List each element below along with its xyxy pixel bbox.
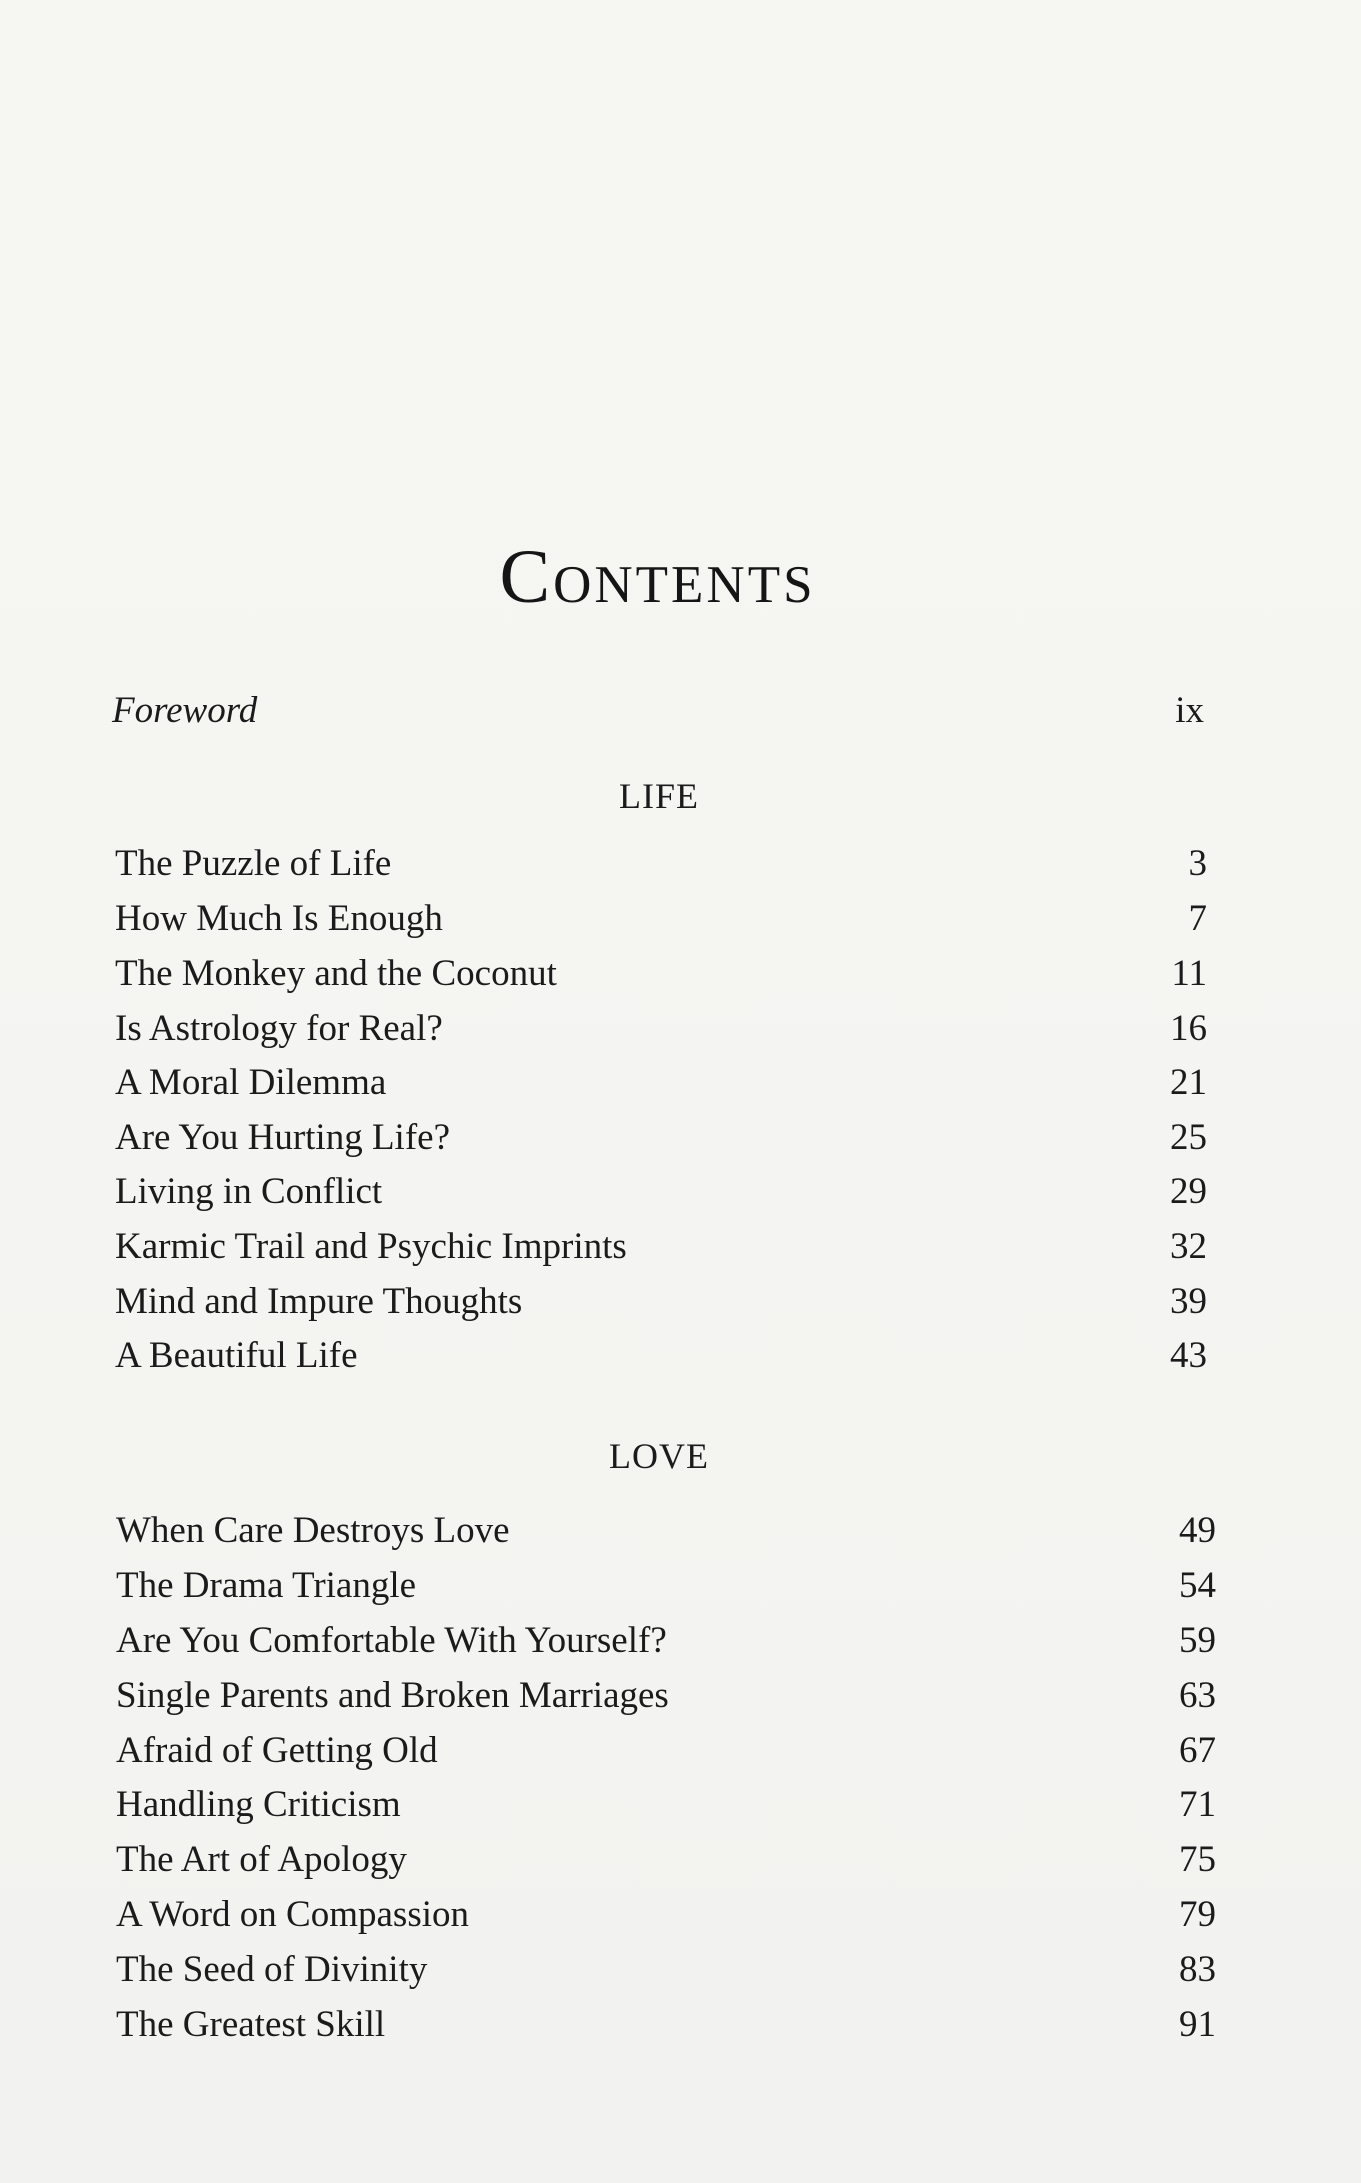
toc-entry[interactable] [115,1116,1207,1160]
toc-entry[interactable] [116,1948,1216,1992]
toc-entry-title: Mind and Impure Thoughts [115,1281,523,1322]
toc-entry-title: A Beautiful Life [115,1335,358,1376]
toc-entry[interactable] [116,1619,1216,1663]
toc-entry-title: The Art of Apology [116,1839,407,1880]
toc-entry-page: 29 [1170,1171,1207,1212]
toc-entry-page: 63 [1179,1675,1216,1716]
toc-entry-page: 79 [1179,1894,1216,1935]
toc-entry[interactable] [115,1225,1207,1269]
toc-entry-title: Are You Comfortable With Yourself? [116,1620,667,1661]
toc-entry-title: Foreword [112,690,258,731]
toc-entry-title: A Moral Dilemma [115,1062,387,1103]
toc-entry[interactable] [116,1564,1216,1608]
toc-entry[interactable] [116,1674,1216,1718]
toc-entry-page: 16 [1170,1008,1207,1049]
toc-entry-page: 11 [1171,953,1207,994]
toc-entry-page: 32 [1170,1226,1207,1267]
section-heading: LIFE [619,776,699,816]
toc-entry-page: 91 [1179,2004,1216,2045]
toc-entry-page: 83 [1179,1949,1216,1990]
section-heading: LOVE [609,1436,709,1476]
toc-entry-title: A Word on Compassion [116,1894,469,1935]
toc-entry[interactable] [115,952,1207,996]
toc-entry[interactable] [115,897,1207,941]
toc-entry[interactable] [115,1170,1207,1214]
toc-entry[interactable] [115,842,1207,886]
toc-entry-page: 7 [1188,898,1207,939]
toc-entry-title: Living in Conflict [115,1171,383,1212]
toc-entry-page: 67 [1179,1730,1216,1771]
toc-entry-title: Afraid of Getting Old [116,1730,438,1771]
toc-entry-title: The Drama Triangle [116,1565,417,1606]
toc-entry[interactable] [115,1334,1207,1378]
toc-entry[interactable] [116,1783,1216,1827]
toc-entry-page: 21 [1170,1062,1207,1103]
toc-entry[interactable] [115,1280,1207,1324]
toc-entry-page: 75 [1179,1839,1216,1880]
toc-entry[interactable] [116,1729,1216,1773]
toc-entry-page: 25 [1170,1117,1207,1158]
toc-entry-title: The Monkey and the Coconut [115,953,557,994]
toc-entry-page: 39 [1170,1281,1207,1322]
page-title: Contents [499,534,816,619]
toc-entry-title: The Greatest Skill [116,2004,386,2045]
toc-entry-page: ix [1175,690,1204,731]
toc-entry-title: The Puzzle of Life [115,843,392,884]
toc-entry-title: The Seed of Divinity [116,1949,428,1990]
toc-entry-page: 3 [1188,843,1207,884]
toc-entry-page: 49 [1179,1510,1216,1551]
toc-entry[interactable] [116,1838,1216,1882]
toc-entry-title: How Much Is Enough [115,898,443,939]
toc-entry-title: Karmic Trail and Psychic Imprints [115,1226,627,1267]
toc-entry-page: 43 [1170,1335,1207,1376]
toc-entry[interactable] [116,1893,1216,1937]
toc-entry[interactable] [116,2003,1216,2047]
toc-entry-foreword[interactable] [112,689,1204,733]
toc-entry-title: Handling Criticism [116,1784,401,1825]
toc-entry-title: Single Parents and Broken Marriages [116,1675,669,1716]
toc-entry[interactable] [116,1509,1216,1553]
toc-entry-page: 71 [1179,1784,1216,1825]
toc-entry-page: 59 [1179,1620,1216,1661]
toc-entry-page: 54 [1179,1565,1216,1606]
toc-entry[interactable] [115,1061,1207,1105]
toc-entry[interactable] [115,1007,1207,1051]
toc-entry-title: Is Astrology for Real? [115,1008,443,1049]
toc-entry-title: When Care Destroys Love [116,1510,510,1551]
toc-entry-title: Are You Hurting Life? [115,1117,451,1158]
